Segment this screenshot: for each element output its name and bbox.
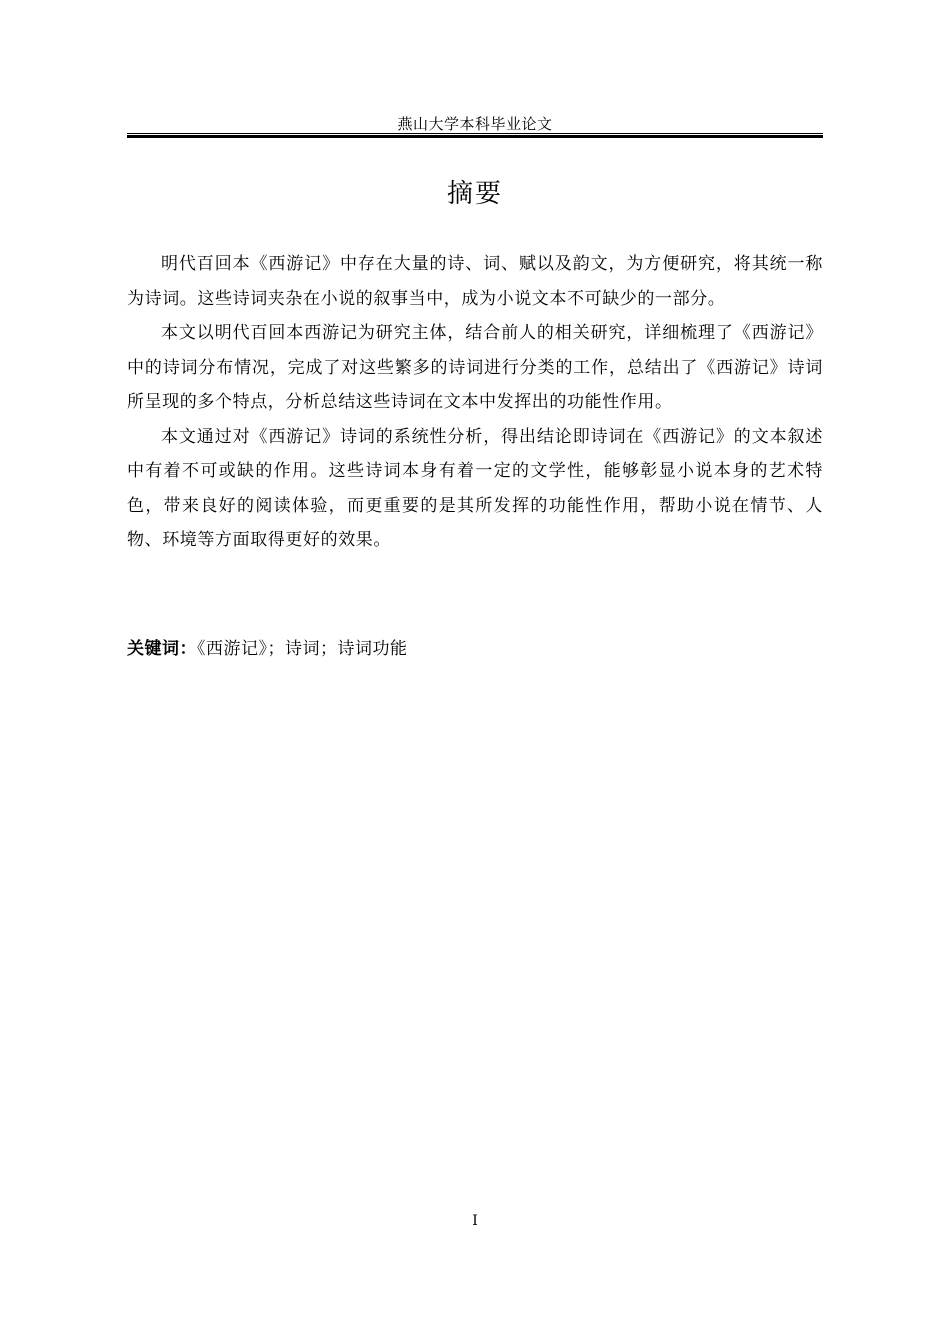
- abstract-paragraph-1: 明代百回本《西游记》中存在大量的诗、词、赋以及韵文，为方便研究，将其统一称为诗词。这些诗词夹杂在小说的叙事当中，成为小说文本不可缺少的一部分。: [127, 254, 823, 309]
- page-number: I: [472, 1213, 478, 1229]
- running-header: 燕山大学本科毕业论文: [397, 115, 553, 133]
- abstract-paragraph-3: 本文通过对《西游记》诗词的系统性分析，得出结论即诗词在《西游记》的文本叙述中有着不可或缺的作用。这些诗词本身有着一定的文学性，能够彰显小说本身的艺术特色，带来良好的阅读体验，而更重要的是其所发挥的功能性作用，帮助小说在情节、人物、环境等方面取得更好的效果。: [127, 426, 823, 550]
- keywords-label: 关键词：: [127, 639, 197, 659]
- header-rule-thick: [127, 135, 823, 138]
- header-rule-thin: [127, 133, 823, 134]
- abstract-paragraph-2: 本文以明代百回本西游记为研究主体，结合前人的相关研究，详细梳理了《西游记》中的诗词分布情况，完成了对这些繁多的诗词进行分类的工作，总结出了《西游记》诗词所呈现的多个特点，分析总结这些诗词在文本中发挥出的功能性作用。: [127, 323, 823, 412]
- abstract-body: [127, 247, 823, 558]
- abstract-title: 摘要: [446, 179, 503, 209]
- keywords-value: 《西游记》；诗词；诗词功能: [197, 639, 408, 659]
- keywords-line: [127, 634, 823, 664]
